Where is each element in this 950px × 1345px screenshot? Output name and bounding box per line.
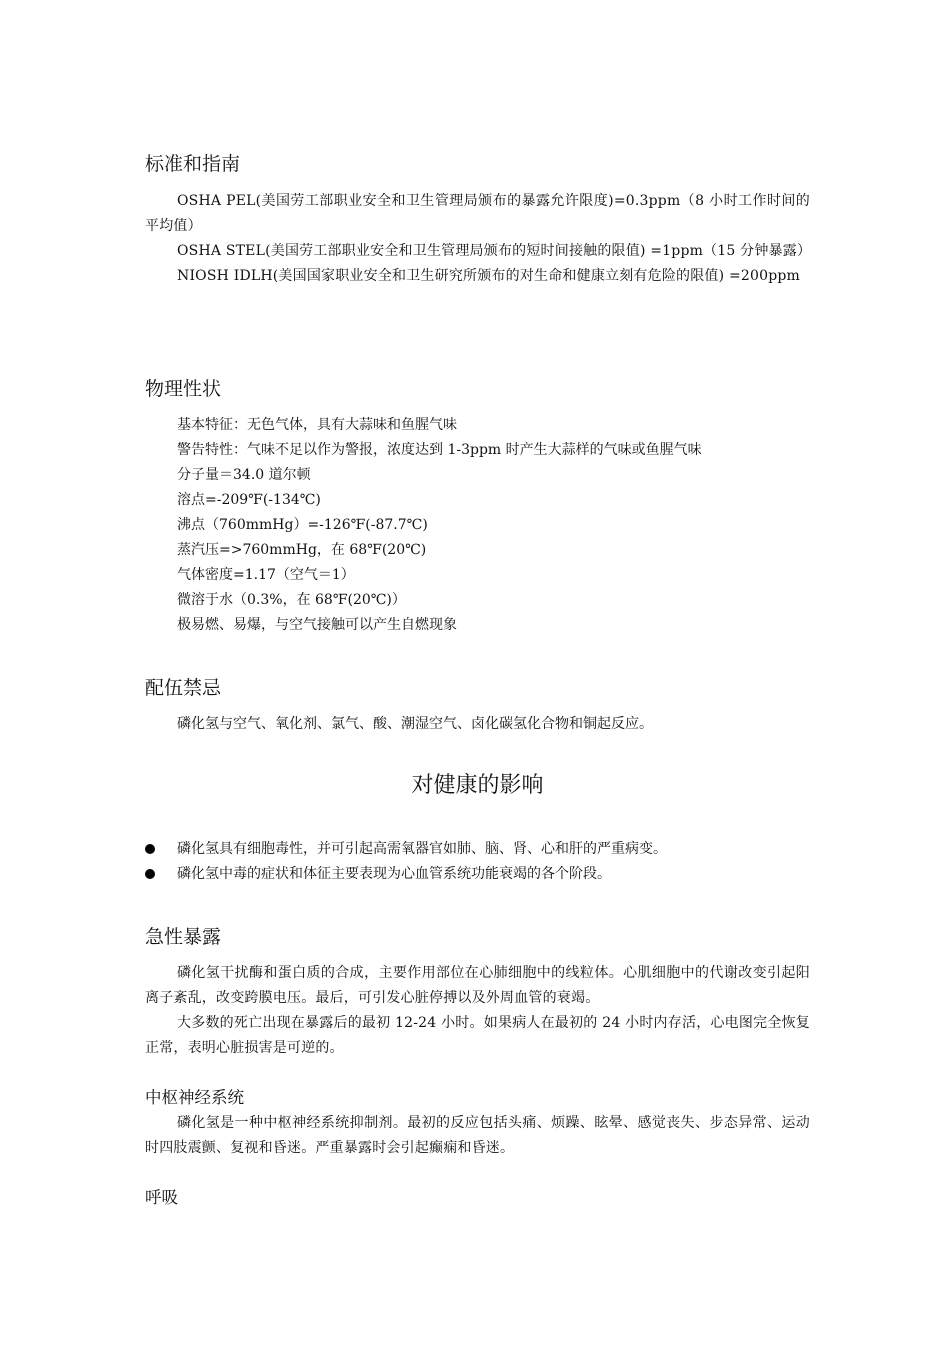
physical-line: 分子量＝34.0 道尔顿	[177, 467, 311, 483]
physical-line: 蒸汽压=>760mmHg，在 68℉(20℃)	[177, 542, 427, 558]
health-bullet	[145, 862, 810, 887]
bullet-text: 磷化氢中毒的症状和体征主要表现为心血管系统功能衰竭的各个阶段。	[177, 866, 611, 882]
heading-acute: 急性暴露	[145, 926, 222, 948]
acute-paragraph: 大多数的死亡出现在暴露后的最初 12-24 小时。如果病人在最初的 24 小时内存活，心电图完全恢复正常，表明心脏损害是可逆的。	[145, 1015, 810, 1056]
standards-block	[145, 189, 810, 289]
incompat-text: 磷化氢与空气、氧化剂、氯气、酸、潮湿空气、卤化碳氢化合物和铜起反应。	[177, 716, 653, 732]
physical-line: 沸点（760mmHg）=-126℉(-87.7℃)	[177, 517, 428, 533]
health-bullets	[145, 837, 810, 887]
physical-block	[145, 413, 810, 638]
bullet-icon	[145, 844, 155, 854]
health-title: 对健康的影响	[411, 773, 544, 798]
acute-paragraph: 磷化氢干扰酶和蛋白质的合成，主要作用部位在心肺细胞中的线粒体。心肌细胞中的代谢改变引起阳离子紊乱，改变跨膜电压。最后，可引发心脏停搏以及外周血管的衰竭。	[145, 965, 810, 1006]
bullet-text: 磷化氢具有细胞毒性，并可引起高需氧器官如肺、脑、肾、心和肝的严重病变。	[177, 841, 667, 857]
standards-osha-stel: OSHA STEL(美国劳工部职业安全和卫生管理局颁布的短时间接触的限值) =1ppm（15 分钟暴露）	[177, 243, 812, 259]
physical-line: 警告特性：气味不足以作为警报，浓度达到 1-3ppm 时产生大蒜样的气味或鱼腥气味	[177, 442, 702, 458]
acute-block	[145, 961, 810, 1061]
heading-standards: 标准和指南	[145, 153, 241, 175]
physical-line: 基本特征：无色气体，具有大蒜味和鱼腥气味	[177, 417, 457, 433]
health-bullet	[145, 837, 810, 862]
heading-incompat: 配伍禁忌	[145, 677, 222, 699]
standards-osha-pel: OSHA PEL(美国劳工部职业安全和卫生管理局颁布的暴露允许限度)=0.3ppm（8 小时工作时间的平均值）	[145, 193, 810, 234]
physical-line: 溶点=-209℉(-134℃)	[177, 492, 321, 508]
physical-line: 极易燃、易爆，与空气接触可以产生自燃现象	[177, 617, 457, 633]
physical-line: 微溶于水（0.3%，在 68℉(20℃)）	[177, 592, 406, 608]
cns-block	[145, 1111, 810, 1161]
heading-cns: 中枢神经系统	[145, 1088, 244, 1107]
heading-respiration: 呼吸	[145, 1188, 178, 1207]
physical-line: 气体密度=1.17（空气＝1）	[177, 567, 355, 583]
standards-niosh-idlh: NIOSH IDLH(美国国家职业安全和卫生研究所颁布的对生命和健康立刻有危险的限值) =200ppm	[177, 268, 800, 284]
heading-physical: 物理性状	[145, 378, 222, 400]
cns-text: 磷化氢是一种中枢神经系统抑制剂。最初的反应包括头痛、烦躁、眩晕、感觉丧失、步态异常、运动时四肢震颤、复视和昏迷。严重暴露时会引起癫痫和昏迷。	[145, 1115, 810, 1156]
bullet-icon	[145, 869, 155, 879]
incompat-block	[145, 712, 810, 737]
